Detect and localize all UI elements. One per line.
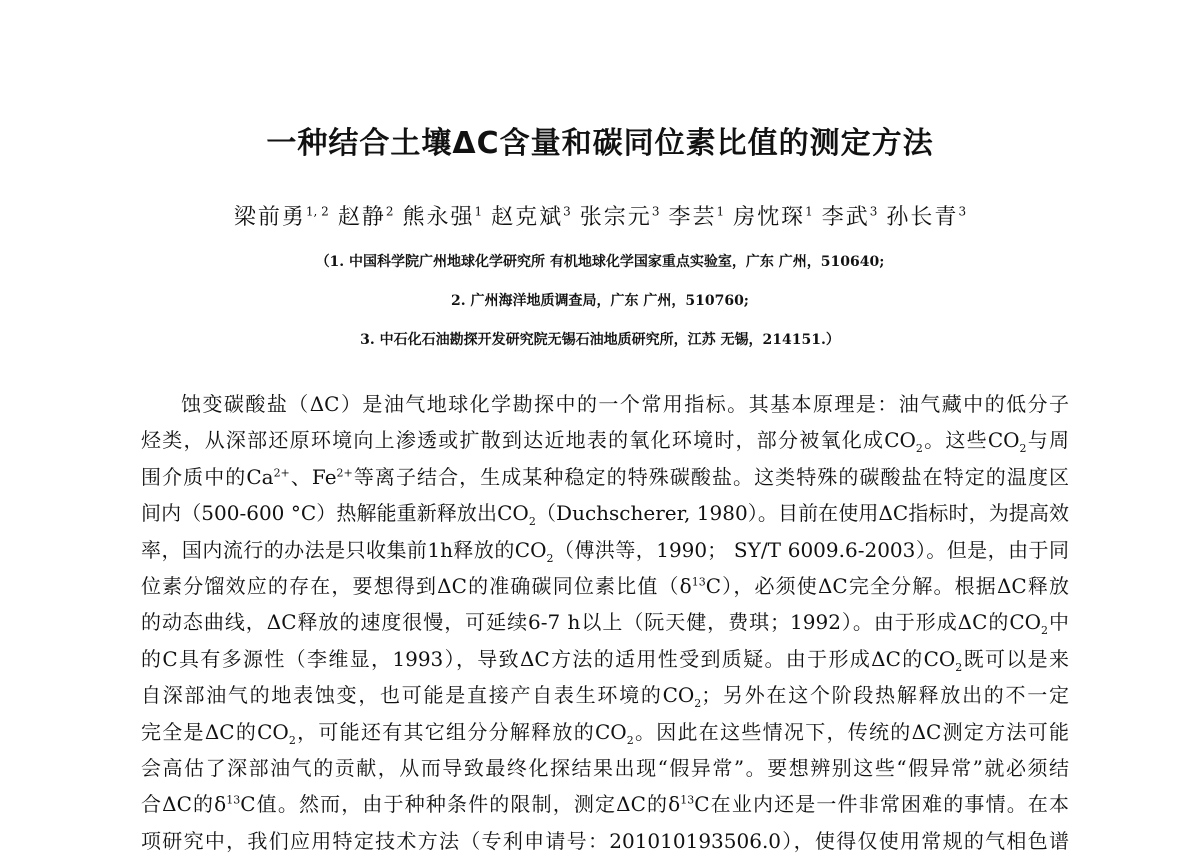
text-run: 位素分馏效应的存在，要想得到ΔC的准确碳同位素比值（δ: [141, 573, 692, 598]
paragraph-line: [141, 641, 1069, 677]
subscript: 2: [1041, 624, 1049, 638]
text-run: （Duchscherer, 1980）。目前在使用ΔC指标时，为提高效: [535, 501, 1069, 526]
paragraph-line: [141, 568, 1069, 604]
superscript: 2+: [336, 466, 353, 480]
author-name: 李武: [821, 205, 870, 230]
abstract-paragraph: [141, 386, 1069, 859]
author-name: 孙长青: [886, 205, 959, 230]
text-run: 既可以是来: [962, 646, 1069, 671]
author-name: 房忱琛: [733, 205, 806, 230]
text-run: 项研究中，我们应用特定技术方法（专利申请号：201010193506.0），使得仅使用常规的气相色谱: [141, 828, 1069, 853]
author-affiliation-mark: 3: [869, 204, 878, 219]
author-name: 赵静: [337, 205, 386, 230]
text-run: ，可能还有其它组分分解释放的CO: [295, 719, 627, 744]
superscript: 13: [691, 575, 706, 589]
paper-title: 一种结合土壤ΔC含量和碳同位素比值的测定方法: [266, 126, 934, 161]
paragraph-line: [141, 604, 1069, 640]
author-name: 熊永强: [402, 205, 475, 230]
text-run: 。这些CO: [922, 428, 1020, 453]
superscript: 13: [226, 793, 241, 807]
subscript: 2: [1019, 442, 1027, 456]
affiliation-1: （1. 中国科学院广州地球化学研究所 有机地球化学国家重点实验室，广东 广州，510640;: [315, 254, 885, 270]
text-run: 烃类，从深部还原环境向上渗透或扩散到达近地表的氧化环境时，部分被氧化成CO: [141, 428, 916, 453]
subscript: 2: [288, 733, 296, 747]
text-run: 会高估了深部油气的贡献，从而导致最终化探结果出现“假异常”。要想辨别这些“假异常”就必须结: [141, 755, 1069, 780]
text-run: 与周: [1026, 428, 1069, 453]
paragraph-line: [141, 677, 1069, 713]
paragraph-line: [141, 750, 1069, 786]
author-affiliation-mark: 3: [563, 204, 571, 219]
author-affiliation-mark: 1: [805, 204, 813, 219]
subscript: 2: [546, 551, 554, 565]
text-run: 的C具有多源性（李维显，1993），导致ΔC方法的适用性受到质疑。由于形成ΔC的CO: [141, 646, 956, 671]
text-run: C），必须使ΔC完全分解。根据ΔC释放: [705, 573, 1069, 598]
text-run: 的动态曲线，ΔC释放的速度很慢，可延续6-7 h以上（阮天健，费琪；1992）。由于形成ΔC的CO: [141, 610, 1042, 635]
author-name: 赵克斌: [491, 205, 564, 230]
paragraph-line: [141, 459, 1069, 495]
text-run: 完全是ΔC的CO: [141, 719, 289, 744]
subscript: 2: [955, 660, 963, 674]
text-run: 合ΔC的δ: [141, 792, 227, 817]
superscript: 2+: [273, 466, 290, 480]
paragraph-line: [141, 786, 1069, 822]
author-list: [0, 200, 1200, 231]
author-name: 梁前勇: [233, 205, 306, 230]
text-run: 围介质中的Ca: [141, 464, 274, 489]
text-run: 、Fe: [289, 464, 337, 489]
paragraph-line: [141, 823, 1069, 859]
author-affiliation-mark: 3: [651, 204, 660, 219]
author-name: 李芸: [668, 205, 717, 230]
text-run: 。因此在这些情况下，传统的ΔC测定方法可能: [633, 719, 1069, 744]
paragraph-line: [141, 422, 1069, 458]
affiliation-2: 2. 广州海洋地质调查局，广东 广州，510760;: [451, 293, 749, 309]
text-run: 自深部油气的地表蚀变，也可能是直接产自表生环境的CO: [141, 683, 695, 708]
subscript: 2: [915, 442, 923, 456]
text-run: 中: [1048, 610, 1069, 635]
text-run: 等离子结合，生成某种稳定的特殊碳酸盐。这类特殊的碳酸盐在特定的温度区: [352, 464, 1069, 489]
subscript: 2: [694, 697, 702, 711]
paragraph-line: [141, 495, 1069, 531]
superscript: 13: [680, 793, 695, 807]
subscript: 2: [528, 515, 536, 529]
text-run: 间内（500-600 °C）热解能重新释放出CO: [141, 501, 529, 526]
author-affiliation-mark: 1: [716, 204, 725, 219]
author-name: 张宗元: [579, 205, 652, 230]
text-run: （傅洪等，1990； SY/T 6009.6-2003）。但是，由于同: [553, 537, 1069, 562]
author-affiliation-mark: 3: [958, 204, 967, 219]
paragraph-line: [141, 386, 1069, 422]
paragraph-line: [141, 532, 1069, 568]
text-run: 蚀变碳酸盐（ΔC）是油气地球化学勘探中的一个常用指标。其基本原理是：油气藏中的低分子: [181, 392, 1069, 416]
subscript: 2: [626, 733, 634, 747]
author-affiliation-mark: 1: [474, 204, 483, 219]
text-run: C值。然而，由于种种条件的限制，测定ΔC的δ: [240, 792, 681, 817]
author-affiliation-mark: 2: [385, 204, 394, 219]
text-run: 率，国内流行的办法是只收集前1h释放的CO: [141, 537, 547, 562]
text-run: C在业内还是一件非常困难的事情。在本: [694, 792, 1069, 817]
author-affiliation-mark: 1, 2: [305, 204, 329, 219]
paragraph-line: [141, 714, 1069, 750]
affiliation-3: 3. 中石化石油勘探开发研究院无锡石油地质研究所，江苏 无锡，214151.）: [360, 332, 840, 348]
text-run: ；另外在这个阶段热解释放出的不一定: [701, 683, 1069, 708]
